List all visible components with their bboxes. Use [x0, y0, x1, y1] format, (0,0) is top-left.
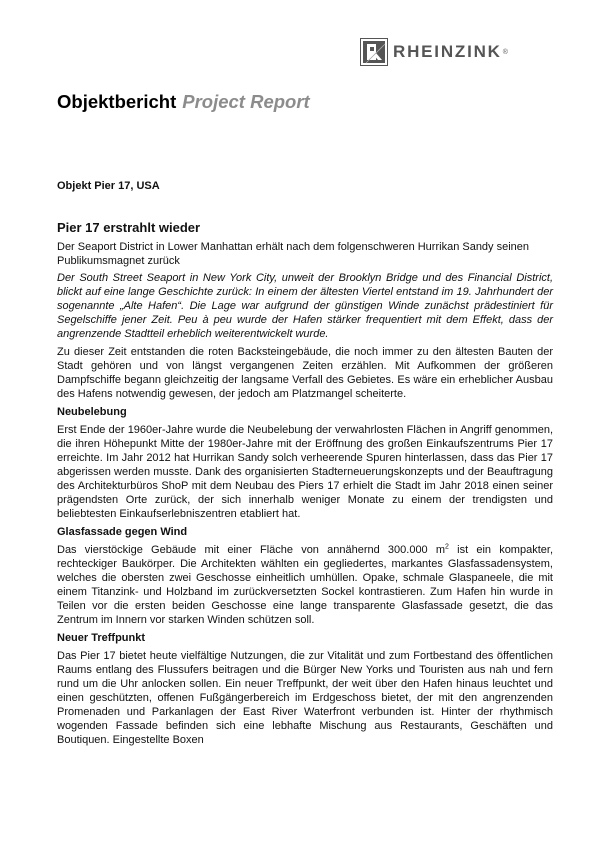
rheinzink-logo-icon — [360, 38, 388, 66]
text-after-superscript: ist ein kompakter, rechteckiger Baukörper. Die Architekten wählten ein gegliedertes, markantes Glasfassadensystem, welches die obersten zwei Geschosse einheitlich umhüllen. Opake, schmale Glaspaneele, die mit einem Titanzink- und Holzband im zurückversetzten Sockel kontrastieren. Zum Hafen hin wurde in Teilen vor die ersten beiden Geschosse eine lange transparente Glasfassade gesetzt, die das Zentrum im Innern vor starken Winden schützen soll. — [57, 544, 553, 626]
object-label: Objekt Pier 17, USA — [57, 180, 160, 192]
section-text-glasfassade — [57, 543, 553, 627]
brand-logo — [360, 38, 508, 66]
section-heading-neubelebung: Neubelebung — [57, 406, 127, 418]
section-text-neubelebung: Erst Ende der 1960er-Jahre wurde die Neubelebung der verwahrlosten Flächen in Angriff genommen, die ihren Höhepunkt Mitte der 1980er-Jahre mit der Eröffnung des großen Einkaufszentrums Pier 17 erreichte. Im Jahr 2012 hat Hurrikan Sandy solch verheerende Spuren hinterlassen, dass das Pier 17 abgerissen werden musste. Dank des organisierten Stadterneuerungskonzepts und der Beauftragung des Architekturbüros ShoP mit dem Neubau des Piers 17 erhielt die Stadt im Jahr 2018 einen seiner prägendsten Orte zurück, der sich innerhalb weniger Monate zu einem der trendigsten und beliebtesten Einkaufserlebniszentren etabliert hat. — [57, 424, 553, 520]
brand-name: RHEINZINK — [393, 42, 502, 61]
title-german: Objektbericht — [57, 91, 177, 112]
section-heading-glasfassade: Glasfassade gegen Wind — [57, 526, 188, 538]
section-heading-treffpunkt: Neuer Treffpunkt — [57, 632, 146, 644]
title-english: Project Report — [182, 91, 310, 112]
section-text-treffpunkt: Das Pier 17 bietet heute vielfältige Nutzungen, die zur Vitalität und zum Fortbestand des öffentlichen Raums entlang des Flussufers beitragen und die Bürger New Yorks und Touristen aus nah und fern rund um die Uhr anlocken sollen. Ein neuer Treffpunkt, der weit über den Hafen hinaus leuchtet und einen geschützten, offenen Fußgängerbereich im Erdgeschoss bietet, der mit den angrenzenden Promenaden und Parkanlagen der East River Waterfront verbunden ist. Hinter der rhythmisch wogenden Fassade befinden sich eine lebhafte Mischung aus Restaurants, Geschäften und Boutiquen. Eingestellte Boxen — [57, 650, 553, 746]
text-before-superscript: Das vierstöckige Gebäude mit einer Fläche von annähernd 300.000 m — [57, 544, 446, 556]
article-headline: Pier 17 erstrahlt wieder — [57, 220, 201, 235]
page-title — [57, 91, 310, 113]
article-lead: Der Seaport District in Lower Manhattan erhält nach dem folgenschweren Hurrikan Sandy seinen Publikumsmagnet zurück — [57, 241, 530, 267]
article-intro: Der South Street Seaport in New York City, unweit der Brooklyn Bridge und des Financial District, blickt auf eine lange Geschichte zurück: In einem der ältesten Viertel entstand im 19. Jahrhundert der sogenannte „Alte Hafen“. Die Lage war aufgrund der günstigen Winde zunächst prädestiniert für Segelschiffe jener Zeit. Peu à peu wurde der Hafen stärker frequentiert mit dem Effekt, dass der angrenzende Stadtteil erheblich weiterentwickelt wurde. — [57, 272, 553, 340]
superscript: 2 — [445, 543, 449, 551]
registered-mark: ® — [502, 48, 508, 56]
paragraph: Zu dieser Zeit entstanden die roten Backsteingebäude, die noch immer zu den ältesten Bauten der Stadt gehören und von längst vergangenen Zeiten erzählen. Mit Aufkommen der größeren Dampfschiffe begann gleichzeitig der langsame Verfall des Gebietes. Es wäre ein erheblicher Ausbau des Hafens notwendig gewesen, der jedoch am Platzmangel scheiterte. — [57, 346, 553, 400]
article-body — [57, 220, 553, 751]
